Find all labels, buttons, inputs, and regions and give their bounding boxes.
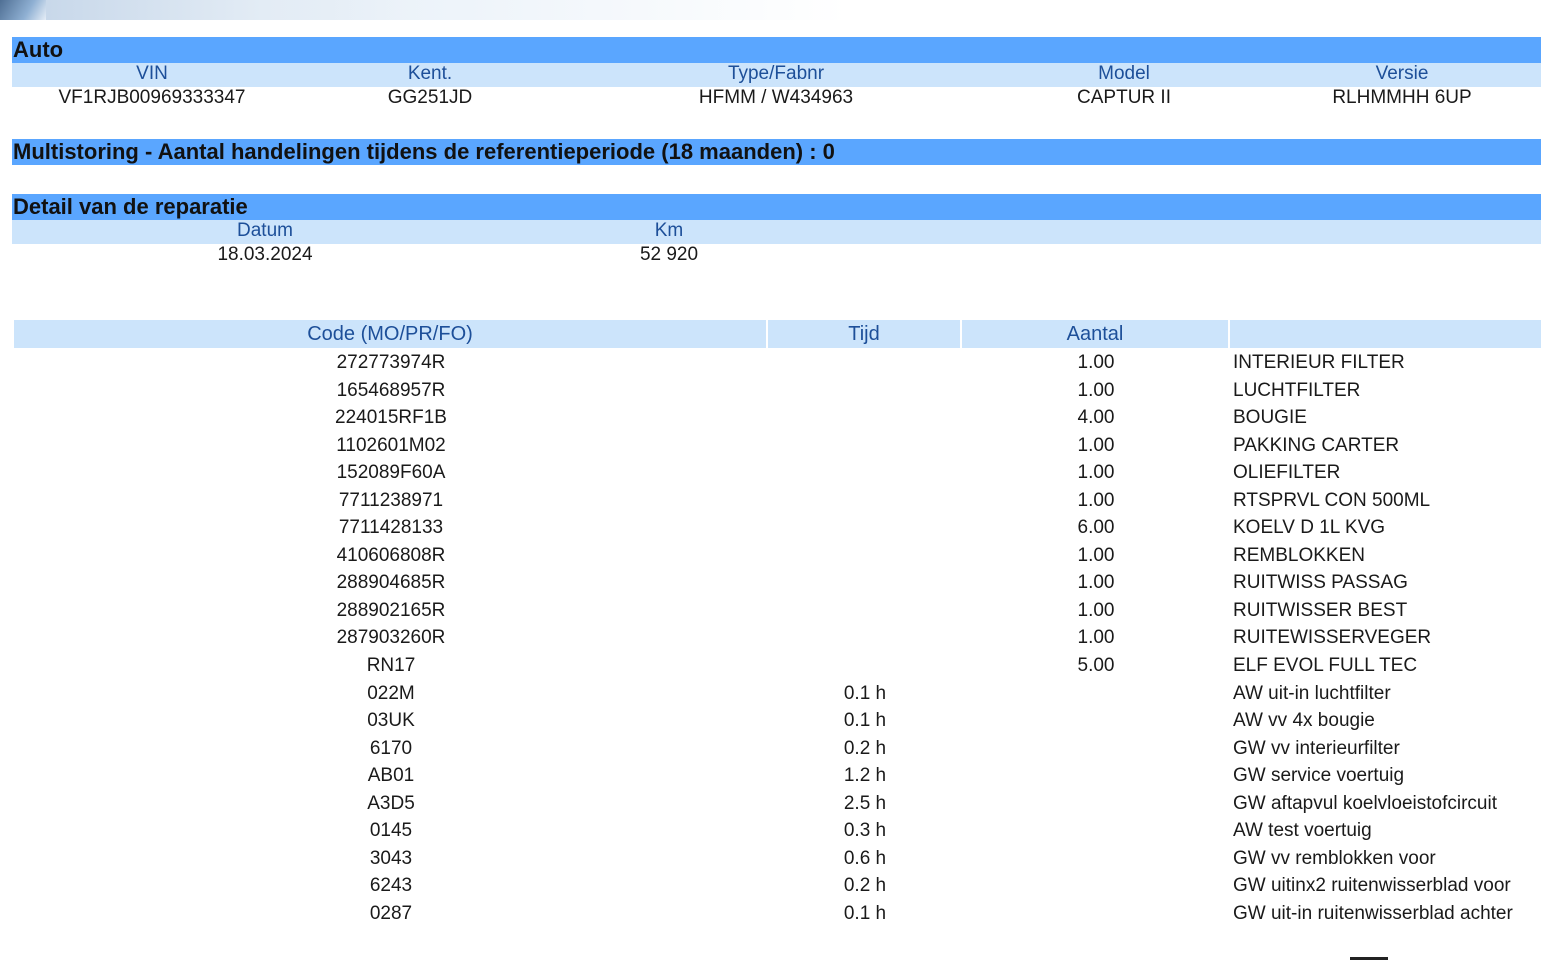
row-tijd: 0.3 h xyxy=(843,820,887,842)
parts-table-header xyxy=(14,320,1541,348)
row-description: ELF EVOL FULL TEC xyxy=(1233,655,1418,677)
th-tijd: Tijd xyxy=(768,320,960,348)
row-code: 03UK xyxy=(367,710,415,732)
row-code: 152089F60A xyxy=(336,462,446,484)
row-tijd: 0.2 h xyxy=(843,875,887,897)
table-row xyxy=(0,735,1541,763)
header-banner xyxy=(0,0,1541,20)
row-code: RN17 xyxy=(366,655,416,677)
row-description: REMBLOKKEN xyxy=(1233,544,1365,566)
row-tijd: 0.2 h xyxy=(843,737,887,759)
row-description: PAKKING CARTER xyxy=(1233,434,1400,456)
auto-value-model: CAPTUR II xyxy=(1077,87,1171,108)
th-description xyxy=(1230,320,1541,348)
row-aantal: 1.00 xyxy=(1077,379,1115,401)
row-aantal: 6.00 xyxy=(1077,517,1115,539)
row-aantal: 1.00 xyxy=(1077,544,1115,566)
row-code: 6170 xyxy=(369,737,413,759)
row-code: 7711428133 xyxy=(338,517,444,539)
auto-header-model: Model xyxy=(1098,63,1150,84)
table-row xyxy=(0,872,1541,900)
row-description: AW uit-in luchtfilter xyxy=(1233,682,1391,704)
row-code: 0287 xyxy=(369,902,413,924)
row-description: GW service voertuig xyxy=(1233,765,1405,787)
row-aantal: 5.00 xyxy=(1077,655,1115,677)
table-row xyxy=(0,597,1541,625)
table-row xyxy=(0,762,1541,790)
row-code: 022M xyxy=(367,682,415,704)
table-row xyxy=(0,569,1541,597)
row-code: 224015RF1B xyxy=(335,407,447,429)
auto-value-kent: GG251JD xyxy=(387,87,473,108)
table-row xyxy=(0,514,1541,542)
row-description: LUCHTFILTER xyxy=(1233,379,1361,401)
table-row xyxy=(0,349,1541,377)
row-description: RUITEWISSERVEGER xyxy=(1233,627,1432,649)
auto-header-versie: Versie xyxy=(1375,63,1429,84)
auto-header-vin: VIN xyxy=(136,63,168,84)
detail-value-datum: 18.03.2024 xyxy=(217,244,313,265)
row-tijd: 1.2 h xyxy=(843,765,887,787)
auto-value-vin: VF1RJB00969333347 xyxy=(58,87,246,108)
parts-table-body xyxy=(0,349,1541,927)
auto-header-kent: Kent. xyxy=(407,63,453,84)
row-code: 287903260R xyxy=(336,627,446,649)
row-description: BOUGIE xyxy=(1233,407,1307,429)
row-aantal: 4.00 xyxy=(1077,407,1115,429)
row-aantal: 1.00 xyxy=(1077,627,1115,649)
row-tijd: 0.1 h xyxy=(843,682,887,704)
table-row xyxy=(0,487,1541,515)
section-auto-title: Auto xyxy=(12,37,1541,63)
row-description: GW uitinx2 ruitenwisserblad voor xyxy=(1233,875,1511,897)
table-row xyxy=(0,542,1541,570)
row-code: 6243 xyxy=(369,875,413,897)
row-code: 288902165R xyxy=(336,599,446,621)
row-aantal: 1.00 xyxy=(1077,352,1115,373)
table-row xyxy=(0,817,1541,845)
row-description: GW uit-in ruitenwisserblad achter xyxy=(1233,902,1513,924)
row-tijd: 2.5 h xyxy=(843,792,887,814)
table-row xyxy=(0,404,1541,432)
row-description: RUITWISSER BEST xyxy=(1233,599,1408,621)
detail-header-km: Km xyxy=(654,220,684,241)
table-row xyxy=(0,707,1541,735)
row-code: 165468957R xyxy=(336,379,446,401)
section-detail-title: Detail van de reparatie xyxy=(12,194,1541,220)
row-tijd: 0.6 h xyxy=(843,847,887,869)
table-row xyxy=(0,900,1541,928)
row-tijd: 0.1 h xyxy=(843,902,887,924)
row-description: OLIEFILTER xyxy=(1233,462,1341,484)
row-description: RUITWISS PASSAG xyxy=(1233,572,1408,594)
row-code: 3043 xyxy=(369,847,413,869)
banner-graphic xyxy=(0,0,46,20)
th-code: Code (MO/PR/FO) xyxy=(14,320,766,348)
table-row xyxy=(0,624,1541,652)
row-description: AW vv 4x bougie xyxy=(1233,710,1375,732)
table-row xyxy=(0,459,1541,487)
row-code: 7711238971 xyxy=(338,489,444,511)
auto-value-versie: RLHMMHH 6UP xyxy=(1332,87,1472,108)
table-row xyxy=(0,845,1541,873)
row-description: INTERIEUR FILTER xyxy=(1233,352,1405,373)
row-tijd: 0.1 h xyxy=(843,710,887,732)
banner-gradient xyxy=(46,0,406,20)
row-code: 272773974R xyxy=(336,352,446,373)
table-row xyxy=(0,680,1541,708)
auto-header-type: Type/Fabnr xyxy=(727,63,825,84)
row-code: 288904685R xyxy=(336,572,446,594)
table-row xyxy=(0,377,1541,405)
section-multistoring-title: Multistoring - Aantal handelingen tijdens de referentieperiode (18 maanden) : 0 xyxy=(12,139,1541,165)
row-aantal: 1.00 xyxy=(1077,599,1115,621)
row-aantal: 1.00 xyxy=(1077,489,1115,511)
row-description: GW aftapvul koelvloeistofcircuit xyxy=(1233,792,1497,814)
row-code: A3D5 xyxy=(367,792,415,814)
row-aantal: 1.00 xyxy=(1077,462,1115,484)
row-code: 0145 xyxy=(369,820,413,842)
auto-value-type: HFMM / W434963 xyxy=(698,87,854,108)
row-aantal: 1.00 xyxy=(1077,434,1115,456)
detail-value-km: 52 920 xyxy=(639,244,699,265)
table-row xyxy=(0,432,1541,460)
table-row xyxy=(0,790,1541,818)
row-code: 1102601M02 xyxy=(336,434,446,456)
row-description: AW test voertuig xyxy=(1233,820,1372,842)
detail-header-datum: Datum xyxy=(237,220,293,241)
row-description: KOELV D 1L KVG xyxy=(1233,517,1386,539)
row-code: 410606808R xyxy=(336,544,446,566)
row-description: RTSPRVL CON 500ML xyxy=(1233,489,1431,511)
table-row xyxy=(0,652,1541,680)
row-description: GW vv interieurfilter xyxy=(1233,737,1400,759)
row-description: GW vv remblokken voor xyxy=(1233,847,1436,869)
row-code: AB01 xyxy=(367,765,415,787)
th-aantal: Aantal xyxy=(962,320,1228,348)
row-aantal: 1.00 xyxy=(1077,572,1115,594)
